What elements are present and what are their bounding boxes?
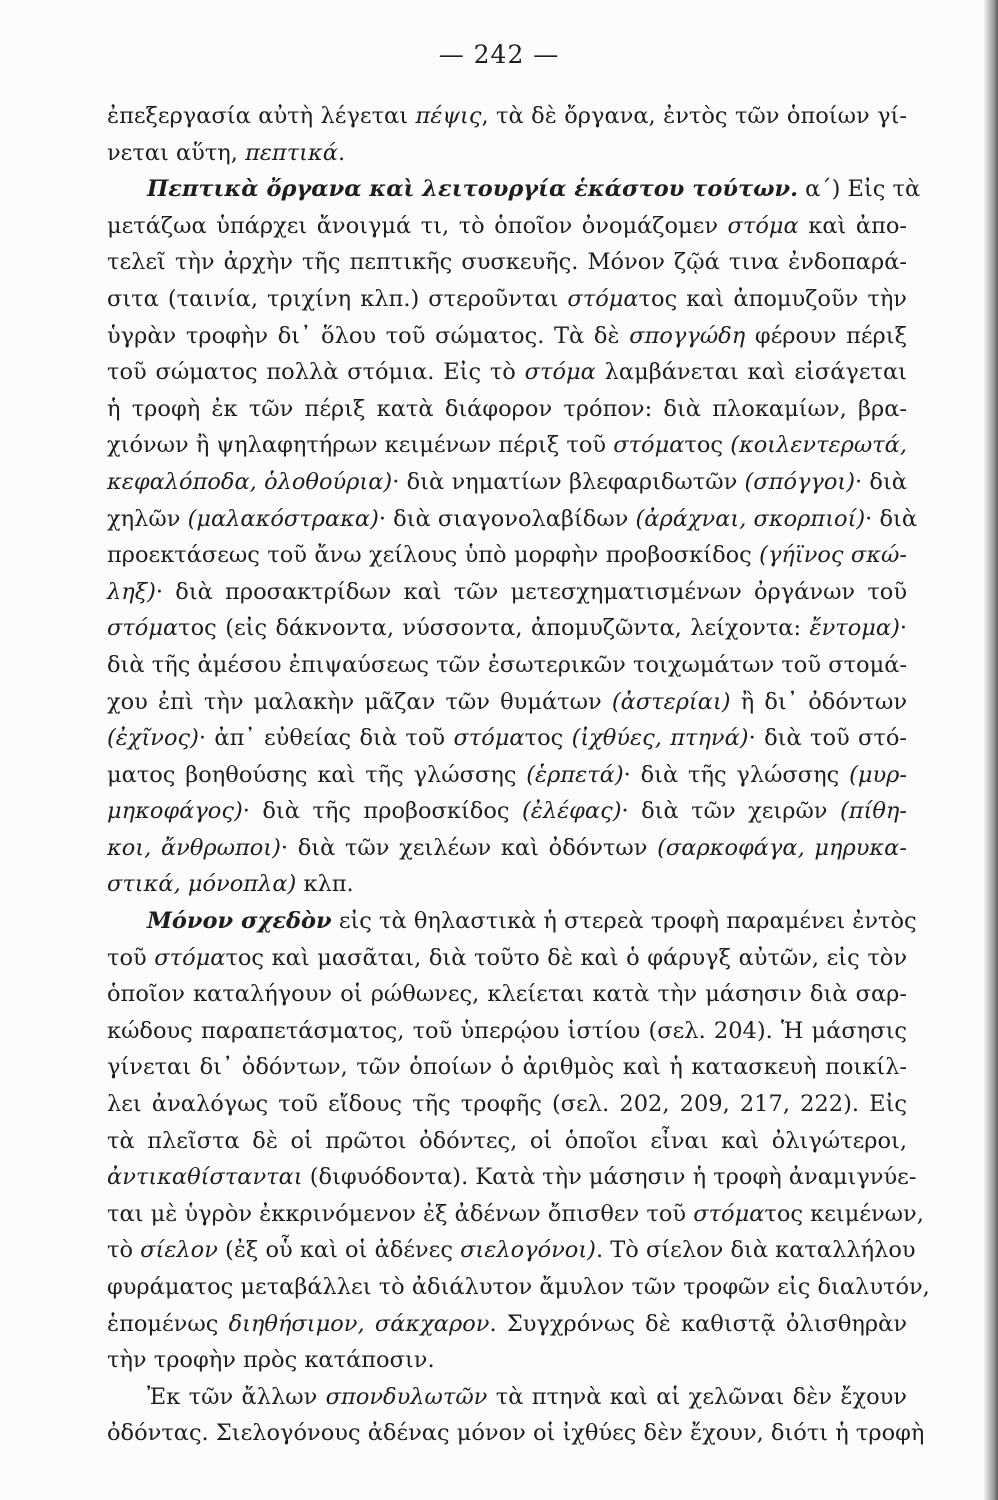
body-text — [107, 98, 930, 1452]
text-line: ὑγρὰν τροφὴν δι᾽ ὅλου τοῦ σώματος. Τὰ δὲ σπογγώδη φέρουν πέριξ — [107, 322, 907, 349]
text-line: μηκοφάγος)· διὰ τῆς προβοσκίδος (ἐλέφας)· διὰ τῶν χειρῶν (πίθη- — [107, 798, 907, 825]
text-line: κοι, ἄνθρωποι)· διὰ τῶν χειλέων καὶ ὀδόντων (σαρκοφάγα, μηρυκα- — [107, 834, 907, 861]
text-line: (ἐχῖνος)· ἀπ᾽ εὐθείας διὰ τοῦ στόματος (ἰχθύες, πτηνά)· διὰ τοῦ στό- — [107, 725, 907, 752]
text-line: γίνεται δι᾽ ὀδόντων, τῶν ὁποίων ὁ ἀριθμὸς καὶ ἡ κατασκευὴ ποικίλ- — [107, 1054, 907, 1081]
text-line: κεφαλόποδα, ὁλοθούρια)· διὰ νηματίων βλεφαριδωτῶν (σπόγγοι)· διὰ — [107, 468, 907, 495]
text-line: Πεπτικὰ ὄργανα καὶ λειτουργία ἑκάστου τούτων. α΄) Εἰς τὰ — [147, 176, 921, 203]
text-line: ὁποῖον καταλήγουν οἱ ρώθωνες, κλείεται κατὰ τὴν μάσησιν διὰ σαρ- — [107, 981, 907, 1008]
text-line: τοῦ σώματος πολλὰ στόμια. Εἰς τὸ στόμα λαμβάνεται καὶ εἰσάγεται — [107, 359, 907, 386]
text-line: χιόνων ἢ ψηλαφητήρων κειμένων πέριξ τοῦ στόματος (κοιλεντερωτά, — [107, 432, 907, 459]
text-line: φυράματος μεταβάλλει τὸ ἀδιάλυτον ἄμυλον τῶν τροφῶν εἰς διαλυτόν, — [107, 1274, 930, 1300]
page-number: — 242 — — [438, 40, 560, 69]
text-line: διὰ τῆς ἀμέσου ἐπιψαύσεως τῶν ἐσωτερικῶν τοιχωμάτων τοῦ στομά- — [107, 651, 907, 678]
text-line: ται μὲ ὑγρὸν ἐκκρινόμενον ἐξ ἀδένων ὄπισθεν τοῦ στόματος κειμένων, — [107, 1200, 924, 1227]
text-line: λει ἀναλόγως τοῦ εἴδους τῆς τροφῆς (σελ. 202, 209, 217, 222). Εἰς — [107, 1091, 907, 1118]
text-line: τὸ σίελον (ἐξ οὗ καὶ οἱ ἀδένες σιελογόνοι). Τὸ σίελον διὰ καταλλήλου — [107, 1237, 916, 1264]
text-line: τελεῖ τὴν ἀρχὴν τῆς πεπτικῆς συσκευῆς. Μόνον ζῷά τινα ἐνδοπαρά- — [107, 249, 907, 276]
text-line: προεκτάσεως τοῦ ἄνω χείλους ὑπὸ μορφὴν προβοσκίδος (γήϊνος σκώ- — [107, 542, 907, 569]
text-line: τὴν τροφὴν πρὸς κατάποσιν. — [107, 1347, 435, 1374]
text-line: τοῦ στόματος καὶ μασᾶται, διὰ τοῦτο δὲ καὶ ὁ φάρυγξ αὐτῶν, εἰς τὸν — [107, 944, 907, 971]
text-line: ἐπεξεργασία αὐτὴ λέγεται πέψις, τὰ δὲ ὄργανα, ἐντὸς τῶν ὁποίων γί- — [107, 103, 907, 129]
text-line: ἡ τροφὴ ἐκ τῶν πέριξ κατὰ διάφορον τρόπον: διὰ πλοκαμίων, βρα- — [107, 395, 907, 422]
text-line: τὰ πλεῖστα δὲ οἱ πρῶτοι ὀδόντες, οἱ ὁποῖοι εἶναι καὶ ὀλιγώτεροι, — [107, 1127, 907, 1154]
text-line: στικά, μόνοπλα) κλπ. — [107, 871, 354, 898]
text-line: Ἐκ τῶν ἄλλων σπονδυλωτῶν τὰ πτηνὰ καὶ αἱ χελῶναι δὲν ἔχουν — [147, 1383, 907, 1410]
text-line: μετάζωα ὑπάρχει ἄνοιγμά τι, τὸ ὁποῖον ὀνομάζομεν στόμα καὶ ἀπο- — [107, 212, 907, 239]
text-line: ἀντικαθίστανται (διφυόδοντα). Κατὰ τὴν μάσησιν ἡ τροφὴ ἀναμιγνύε- — [107, 1164, 917, 1191]
text-line: στόματος (εἰς δάκνοντα, νύσσοντα, ἀπομυζῶντα, λείχοντα: ἔντομα)· — [107, 615, 907, 642]
text-line: χου ἐπὶ τὴν μαλακὴν μᾶζαν τῶν θυμάτων (ἀστερίαι) ἢ δι᾽ ὀδόντων — [107, 688, 908, 715]
text-line: ματος βοηθούσης καὶ τῆς γλώσσης (ἑρπετά)· διὰ τῆς γλώσσης (μυρ- — [107, 761, 907, 788]
text-line: χηλῶν (μαλακόστρακα)· διὰ σιαγονολαβίδων (ἀράχναι, σκορπιοί)· διὰ — [107, 505, 918, 532]
text-line: νεται αὕτη, πεπτικά. — [107, 139, 346, 166]
text-line: ληξ)· διὰ προσακτρίδων καὶ τῶν μετεσχηματισμένων ὀργάνων τοῦ — [107, 578, 907, 605]
page-edge-shadow — [984, 0, 998, 1500]
text-line: Μόνον σχεδὸν εἰς τὰ θηλαστικὰ ἡ στερεὰ τροφὴ παραμένει ἐντὸς — [147, 908, 917, 935]
text-line: ὀδόντας. Σιελογόνους ἀδένας μόνον οἱ ἰχθύες δὲν ἔχουν, διότι ἡ τροφὴ — [107, 1420, 925, 1447]
text-line: ἑπομένως διηθήσιμον, σάκχαρον. Συγχρόνως δὲ καθιστᾷ ὀλισθηρὰν — [107, 1310, 908, 1337]
text-line: κώδους παραπετάσματος, τοῦ ὑπερῴου ἱστίου (σελ. 204). Ἡ μάσησις — [107, 1017, 907, 1044]
text-line: σιτα (ταινία, τριχίνη κλπ.) στεροῦνται στόματος καὶ ἀπομυζοῦν τὴν — [107, 285, 907, 312]
